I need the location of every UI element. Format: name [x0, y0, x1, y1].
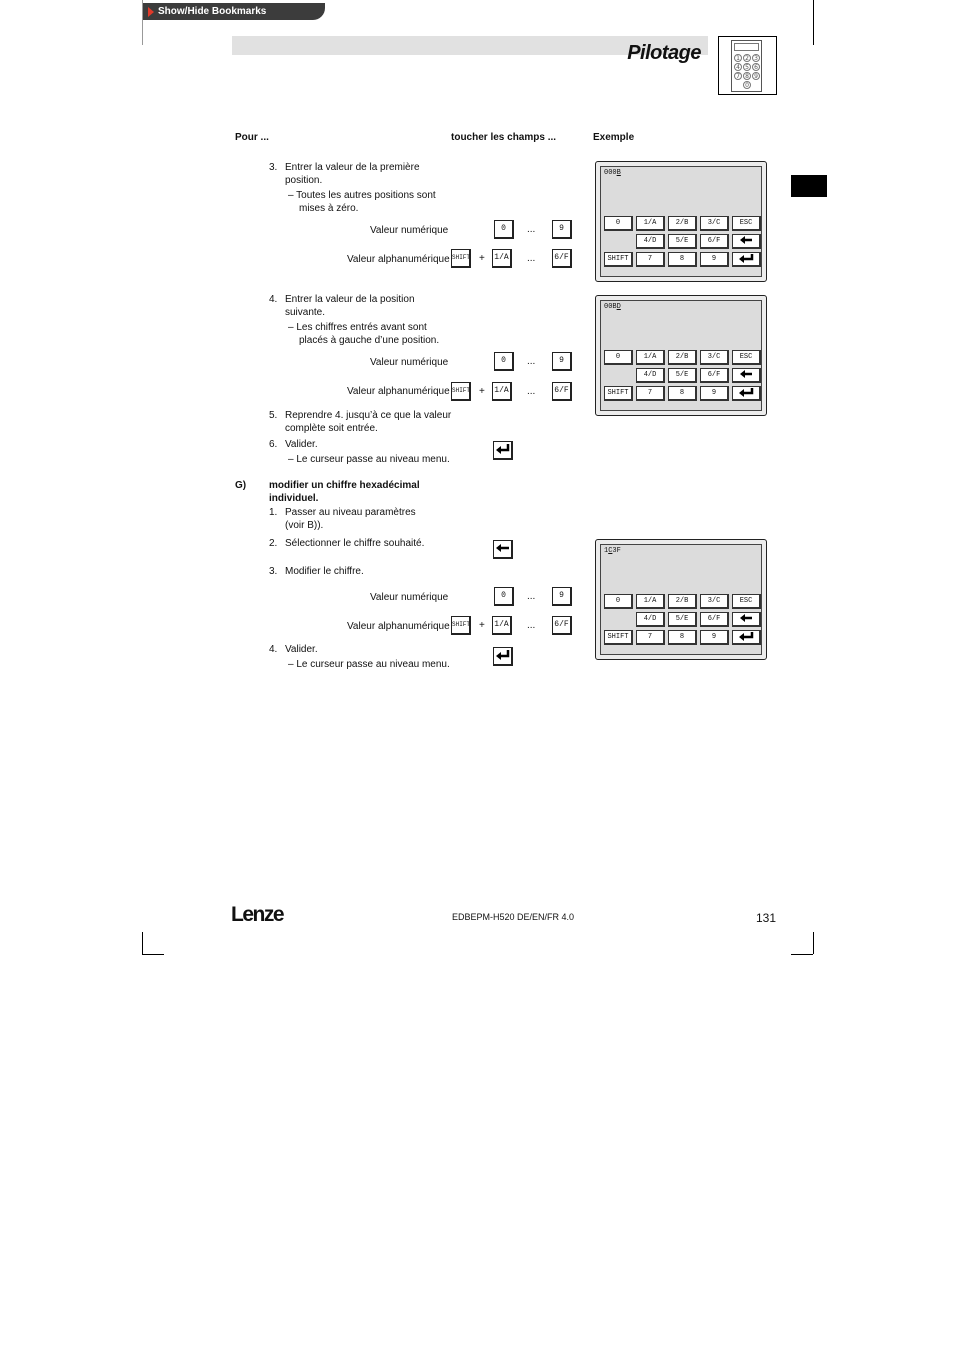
key-shift[interactable]: SHIFT: [451, 382, 471, 401]
example-key[interactable]: SHIFT: [604, 630, 633, 645]
example-key[interactable]: 4/D: [636, 612, 665, 627]
example-key[interactable]: ESC: [732, 594, 761, 609]
example-key[interactable]: 4/D: [636, 368, 665, 383]
crop-mark: [813, 932, 814, 954]
example-key-left-arrow[interactable]: [732, 234, 761, 249]
column-header-pour: Pour ...: [235, 132, 269, 143]
example-key[interactable]: SHIFT: [604, 386, 633, 401]
key-1-a[interactable]: 1/A: [492, 382, 512, 401]
step-note: – Les chiffres entrés avant sont: [288, 322, 427, 333]
crop-mark: [142, 954, 164, 955]
example-key[interactable]: ESC: [732, 216, 761, 231]
key-enter[interactable]: [493, 441, 513, 460]
key-9[interactable]: 9: [552, 220, 572, 239]
example-key[interactable]: 7: [636, 252, 665, 267]
step-text: Valider.: [285, 439, 318, 450]
step-text: Sélectionner le chiffre souhaité.: [285, 538, 425, 549]
key-1-a[interactable]: 1/A: [492, 616, 512, 635]
plus-sign: +: [479, 620, 485, 631]
example-key[interactable]: 8: [668, 630, 697, 645]
step-text: Modifier le chiffre.: [285, 566, 364, 577]
example-key[interactable]: 9: [700, 630, 729, 645]
step-number: 1.: [269, 507, 278, 518]
key-0[interactable]: 0: [494, 220, 514, 239]
label-valeur-numerique: Valeur numérique: [370, 357, 449, 368]
enter-icon: [738, 631, 754, 642]
left-arrow-icon: [739, 613, 753, 623]
chapter-tab: [791, 175, 827, 197]
enter-icon: [738, 387, 754, 398]
range-dots: ...: [527, 253, 536, 264]
example-key-enter[interactable]: [732, 252, 761, 267]
left-arrow-icon: [739, 369, 753, 379]
example-key[interactable]: 6/F: [700, 234, 729, 249]
example-key[interactable]: 1/A: [636, 594, 665, 609]
example-key[interactable]: 0: [604, 216, 633, 231]
range-dots: ...: [527, 224, 536, 235]
section-title: modifier un chiffre hexadécimal: [269, 480, 420, 491]
enter-icon: [495, 648, 511, 662]
key-0[interactable]: 0: [494, 352, 514, 371]
step-text: (voir B)).: [285, 520, 324, 531]
step-text: suivante.: [285, 307, 326, 318]
column-header-toucher: toucher les champs ...: [451, 132, 557, 143]
example-key[interactable]: 7: [636, 630, 665, 645]
plus-sign: +: [479, 253, 485, 264]
step-number: 4.: [269, 644, 278, 655]
crop-mark: [791, 954, 813, 955]
range-dots: ...: [527, 386, 536, 397]
example-key[interactable]: 8: [668, 386, 697, 401]
label-valeur-alphanumerique: Valeur alphanumérique: [347, 621, 450, 632]
example-display: 1C3F: [604, 547, 621, 555]
document-id: EDBEPM-H520 DE/EN/FR 4.0: [452, 912, 575, 922]
example-keypad: [595, 539, 767, 660]
example-key[interactable]: 9: [700, 386, 729, 401]
left-arrow-icon: [495, 541, 511, 555]
example-key[interactable]: 7: [636, 386, 665, 401]
example-key[interactable]: 4/D: [636, 234, 665, 249]
crop-mark: [142, 932, 143, 954]
range-dots: ...: [527, 356, 536, 367]
example-key[interactable]: 2/B: [668, 350, 697, 365]
example-display: 000B: [604, 169, 621, 177]
example-key[interactable]: ESC: [732, 350, 761, 365]
label-valeur-numerique: Valeur numérique: [370, 592, 449, 603]
label-valeur-numerique: Valeur numérique: [370, 225, 449, 236]
step-text: Reprendre 4. jusqu’à ce que la valeur: [285, 410, 452, 421]
example-key-left-arrow[interactable]: [732, 612, 761, 627]
lenze-logo: Lenze: [231, 903, 284, 926]
key-9[interactable]: 9: [552, 587, 572, 606]
step-text: Entrer la valeur de la position: [285, 294, 415, 305]
page-number: 131: [755, 911, 776, 925]
left-arrow-icon: [739, 235, 753, 245]
cursor-digit: B: [616, 169, 621, 177]
step-note: – Toutes les autres positions sont: [288, 190, 436, 201]
example-key[interactable]: 9: [700, 252, 729, 267]
example-keypad: [595, 161, 767, 282]
enter-icon: [738, 253, 754, 264]
key-shift[interactable]: SHIFT: [451, 616, 471, 635]
example-key-left-arrow[interactable]: [732, 368, 761, 383]
example-display: 00BD: [604, 303, 621, 311]
cursor-digit: C: [608, 547, 613, 555]
step-number: 6.: [269, 439, 278, 450]
step-number: 4.: [269, 294, 278, 305]
example-key[interactable]: 5/E: [668, 234, 697, 249]
step-note: placés à gauche d’une position.: [299, 335, 440, 346]
example-key[interactable]: 3/C: [700, 350, 729, 365]
crop-mark: [142, 0, 143, 45]
show-hide-bookmarks-button[interactable]: [142, 3, 325, 20]
key-left-arrow[interactable]: [493, 540, 513, 559]
key-0[interactable]: 0: [494, 587, 514, 606]
example-key[interactable]: 3/C: [700, 216, 729, 231]
crop-mark: [813, 0, 814, 45]
column-header-exemple: Exemple: [593, 132, 635, 143]
example-key[interactable]: 8: [668, 252, 697, 267]
step-text: complète soit entrée.: [285, 423, 378, 434]
example-key[interactable]: 2/B: [668, 216, 697, 231]
example-key[interactable]: 3/C: [700, 594, 729, 609]
key-6-f[interactable]: 6/F: [552, 382, 572, 401]
example-key[interactable]: 5/E: [668, 612, 697, 627]
example-key[interactable]: 6/F: [700, 368, 729, 383]
step-number: 5.: [269, 410, 278, 421]
step-note: – Le curseur passe au niveau menu.: [288, 454, 450, 465]
keypad-icon: 1 2 3 4 5 6 7 8 9 0: [718, 36, 777, 95]
example-key[interactable]: 1/A: [636, 216, 665, 231]
example-key[interactable]: 5/E: [668, 368, 697, 383]
section-title: individuel.: [269, 493, 319, 504]
example-key[interactable]: 2/B: [668, 594, 697, 609]
example-key[interactable]: 6/F: [700, 612, 729, 627]
example-key[interactable]: 1/A: [636, 350, 665, 365]
step-number: 2.: [269, 538, 278, 549]
step-text: Passer au niveau paramètres: [285, 507, 416, 518]
cursor-digit: D: [616, 303, 621, 311]
plus-sign: +: [479, 386, 485, 397]
step-text: Valider.: [285, 644, 318, 655]
key-1-a[interactable]: 1/A: [492, 249, 512, 268]
example-key-enter[interactable]: [732, 386, 761, 401]
range-dots: ...: [527, 591, 536, 602]
key-9[interactable]: 9: [552, 352, 572, 371]
step-number: 3.: [269, 566, 278, 577]
step-note: mises à zéro.: [299, 203, 359, 214]
key-6-f[interactable]: 6/F: [552, 616, 572, 635]
enter-icon: [495, 442, 511, 456]
key-enter[interactable]: [493, 647, 513, 666]
key-6-f[interactable]: 6/F: [552, 249, 572, 268]
bookmarks-label: Show/Hide Bookmarks: [158, 6, 267, 17]
page-title: Pilotage: [627, 42, 701, 64]
range-dots: ...: [527, 620, 536, 631]
section-label: G): [235, 480, 247, 491]
label-valeur-alphanumerique: Valeur alphanumérique: [347, 254, 450, 265]
step-number: 3.: [269, 162, 278, 173]
example-key[interactable]: SHIFT: [604, 252, 633, 267]
step-note: – Le curseur passe au niveau menu.: [288, 659, 450, 670]
example-key[interactable]: 0: [604, 350, 633, 365]
example-key[interactable]: 0: [604, 594, 633, 609]
step-text: Entrer la valeur de la première: [285, 162, 420, 173]
key-shift[interactable]: SHIFT: [451, 249, 471, 268]
label-valeur-alphanumerique: Valeur alphanumérique: [347, 386, 450, 397]
bookmark-arrow-icon: [148, 7, 154, 17]
example-keypad: [595, 295, 767, 416]
step-text: position.: [285, 175, 323, 186]
example-key-enter[interactable]: [732, 630, 761, 645]
